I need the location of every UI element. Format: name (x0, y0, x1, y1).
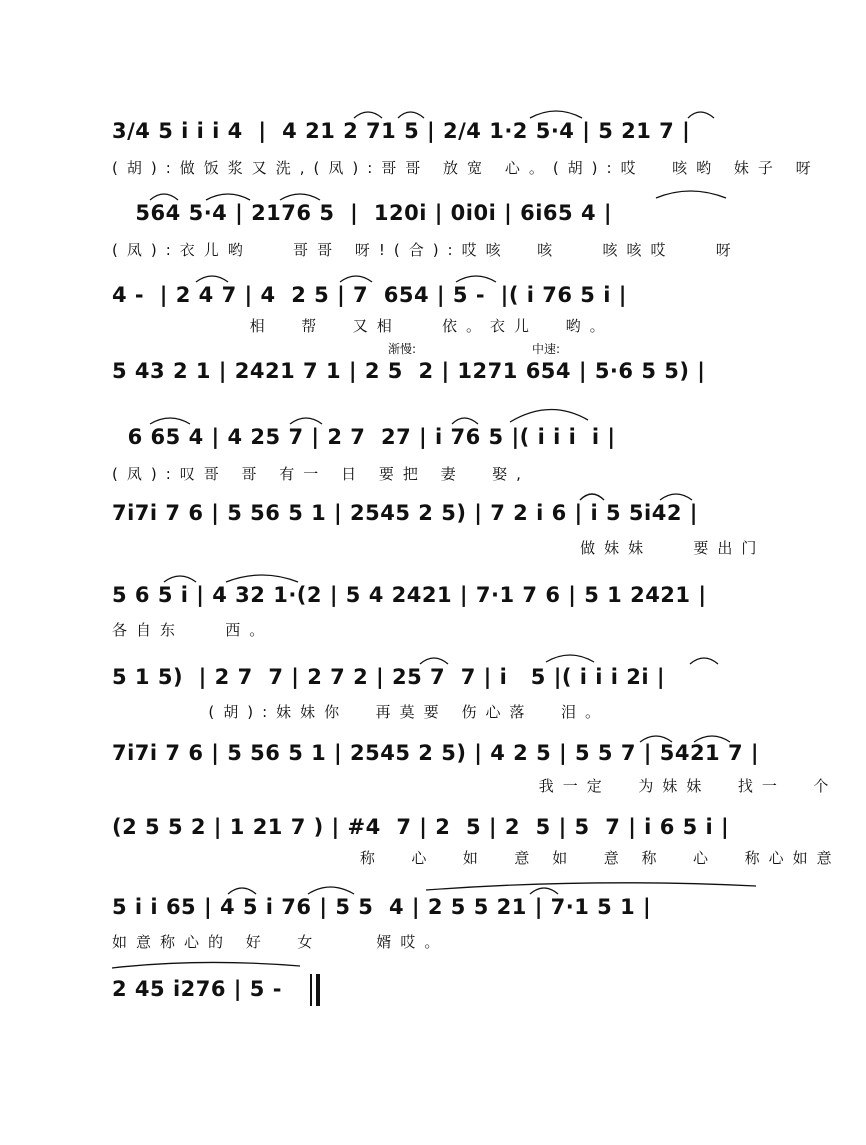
lyrics-line: 我一定 为妹妹 找一 个 (112, 777, 838, 795)
lyrics-line: (凤):衣儿哟 哥哥 呀!(合):哎咳 咳 咳咳哎 呀 (112, 241, 740, 259)
notation-line: 7i7i 7 6 | 5 56 5 1 | 2545 2 5) | 4 2 5 | 5 5 7 | 5421 7 | (112, 741, 760, 765)
lyrics-line: (凤):叹哥 哥 有一 日 要把 妻 娶, (112, 465, 530, 483)
notation-line: 3/4 5 i i i 4 | 4 21 2 71 5 | 2/4 1·2 5·4 | 5 21 7 | (112, 119, 691, 143)
lyrics-line: (胡):做饭浆又洗,(凤):哥哥 放宽 心。(胡):哎 咳哟 妹子 呀 (112, 159, 820, 177)
notation-line: (2 5 5 2 | 1 21 7 ) | #4 7 | 2 5 | 2 5 | 5 7 | i 6 5 i | (112, 815, 730, 839)
lyrics-line: 相 帮 又相 依。衣儿 哟。 (112, 317, 614, 335)
notation-line: 564 5·4 | 2176 5 | 120i | 0i0i | 6i65 4 | (112, 201, 613, 225)
lyrics-line: 各自东 西。 (112, 621, 274, 639)
tempo-mark-slowing: 渐慢: (388, 342, 417, 356)
notation-line: 2 45 i276 | 5 - (112, 977, 290, 1001)
notation-line: 5 i i 65 | 4 5 i 76 | 5 5 4 | 2 5 5 21 | 7·1 5 1 | (112, 895, 652, 919)
notation-line: 5 6 5 i | 4 32 1·(2 | 5 4 2421 | 7·1 7 6 | 5 1 2421 | (112, 583, 707, 607)
notation-line: 5 1 5) | 2 7 7 | 2 7 2 | 25 7 7 | i 5 |( i i i 2i | (112, 665, 666, 689)
lyrics-line: 做妹妹 要出门 (112, 539, 766, 557)
lyrics-line: 如意称心的 好 女 婿哎。 (112, 933, 449, 951)
tempo-mark-moderate: 中速: (532, 342, 561, 356)
notation-line: 5 43 2 1 | 2421 7 1 | 2 5 2 | 1271 654 | 5·6 5 5) | (112, 359, 706, 383)
notation-line: 6 65 4 | 4 25 7 | 2 7 27 | i 76 5 |( i i i i | (112, 425, 616, 449)
lyrics-line: (胡):妹妹你 再莫要 伤心落 泪。 (112, 703, 609, 721)
notation-line: 4 - | 2 4 7 | 4 2 5 | 7 654 | 5 - |( i 76 5 i | (112, 283, 627, 307)
notation-line: 7i7i 7 6 | 5 56 5 1 | 2545 2 5) | 7 2 i 6 | i 5 5i42 | (112, 501, 698, 525)
lyrics-line: 称 心 如 意 如 意 称 心 称心如意 (112, 849, 841, 867)
